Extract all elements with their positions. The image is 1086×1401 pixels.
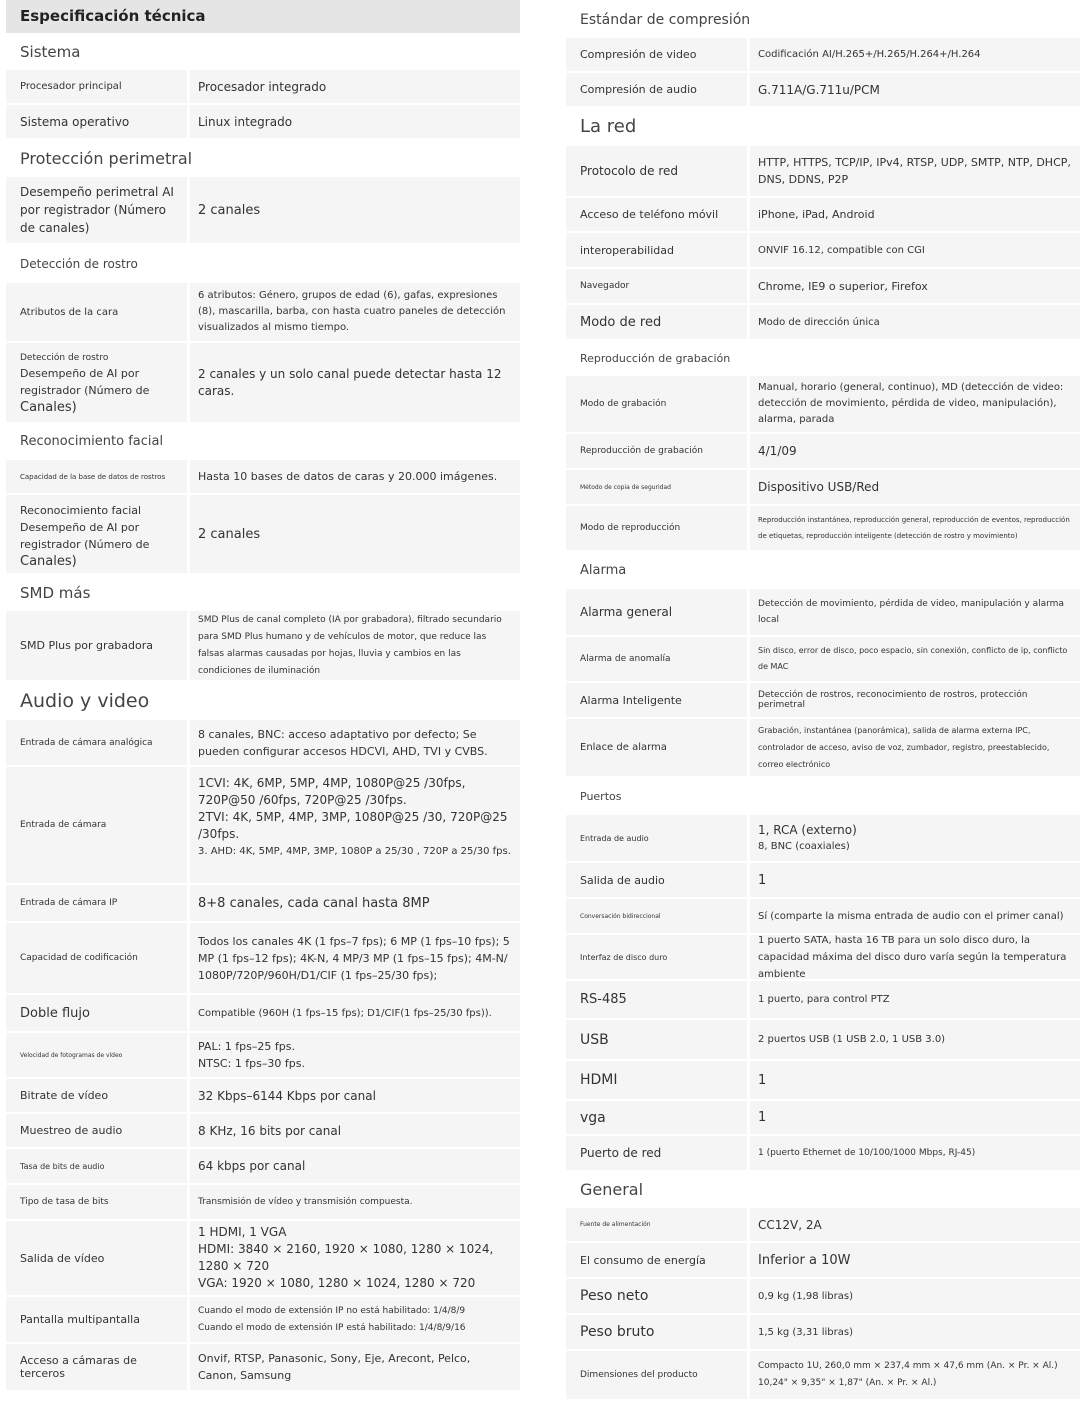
spec-label: Modo de grabación xyxy=(566,376,747,432)
spec-label: Alarma Inteligente xyxy=(566,683,747,717)
spec-row-atributos-cara xyxy=(6,283,520,341)
spec-label xyxy=(6,495,187,573)
spec-row-peso-bruto xyxy=(566,1315,1080,1349)
spec-value: 8+8 canales, cada canal hasta 8MP xyxy=(190,885,520,921)
spec-label: Velocidad de fotogramas de vídeo xyxy=(6,1033,187,1077)
spec-label-main: Desempeño de AI por registrador (Número de xyxy=(20,367,150,397)
spec-label: Modo de red xyxy=(566,305,747,339)
section-title-audio-video: Audio y video xyxy=(20,690,150,712)
section-title-alarma: Alarma xyxy=(580,563,627,578)
spec-value: 64 kbps por canal xyxy=(190,1149,520,1183)
spec-label: Reproducción de grabación xyxy=(566,434,747,468)
spec-label: Acceso de teléfono móvil xyxy=(566,198,747,231)
spec-label: Compresión de video xyxy=(566,38,747,71)
spec-row-desempeno-perimetral xyxy=(6,177,520,243)
section-title-sistema: Sistema xyxy=(20,43,81,61)
spec-value: 2 canales xyxy=(190,495,520,573)
spec-row-velocidad-fotogramas xyxy=(6,1033,520,1077)
spec-value-small: 8, BNC (coaxiales) xyxy=(758,841,850,852)
spec-value: Hasta 10 bases de datos de caras y 20.000 imágenes. xyxy=(190,460,520,493)
spec-row-procesador xyxy=(6,70,520,103)
section-title-compresion: Estándar de compresión xyxy=(580,12,751,28)
spec-row-usb xyxy=(566,1020,1080,1059)
spec-row-modo-reproduccion xyxy=(566,506,1080,550)
section-title-reproduccion: Reproducción de grabación xyxy=(580,352,731,365)
spec-label: interoperabilidad xyxy=(566,233,747,267)
spec-value: Procesador integrado xyxy=(190,70,520,103)
spec-row-protocolo-red xyxy=(566,146,1080,196)
spec-value: 2 canales y un solo canal puede detectar hasta 12 caras. xyxy=(190,343,520,422)
spec-label-tail: Canales) xyxy=(20,554,77,569)
spec-label: Pantalla multipantalla xyxy=(6,1297,187,1342)
spec-value: Cuando el modo de extensión IP no está habilitado: 1/4/8/9 Cuando el modo de extensión IP está habilitado: 1/4/8/9/16 xyxy=(190,1297,520,1342)
spec-row-alarma-anomalia xyxy=(566,637,1080,681)
spec-value: Compacto 1U, 260,0 mm × 237,4 mm × 47,6 mm (An. × Pr. × Al.) 10,24" × 9,35" × 1,87" (An. × Pr. × Al.) xyxy=(750,1351,1080,1399)
spec-value: Chrome, IE9 o superior, Firefox xyxy=(750,269,1080,303)
spec-row-alarma-general xyxy=(566,589,1080,635)
spec-value-main: 1, RCA (externo) xyxy=(758,823,857,837)
spec-value: Manual, horario (general, continuo), MD (detección de video: detección de movimiento, pérdida de video, manipulación), alarma, parada xyxy=(750,376,1080,432)
spec-row-tasa-audio xyxy=(6,1149,520,1183)
spec-value: 0,9 kg (1,98 libras) xyxy=(750,1279,1080,1313)
spec-row-consumo-energia xyxy=(566,1243,1080,1277)
spec-row-rs485 xyxy=(566,981,1080,1018)
spec-label: Doble flujo xyxy=(6,995,187,1031)
spec-row-doble-flujo xyxy=(6,995,520,1031)
spec-value: PAL: 1 fps–25 fps. NTSC: 1 fps–30 fps. xyxy=(190,1033,520,1077)
spec-value: 2 puertos USB (1 USB 2.0, 1 USB 3.0) xyxy=(750,1020,1080,1059)
spec-value xyxy=(750,815,1080,861)
section-title-general: General xyxy=(580,1180,644,1199)
spec-row-fuente-alimentacion xyxy=(566,1208,1080,1241)
spec-label: Alarma de anomalía xyxy=(566,637,747,681)
spec-value: 1 xyxy=(750,863,1080,897)
spec-label: Muestreo de audio xyxy=(6,1114,187,1147)
spec-value: 8 canales, BNC: acceso adaptativo por defecto; Se pueden configurar accesos HDCVI, AHD, TVI y CVBS. xyxy=(190,720,520,765)
spec-row-conversacion xyxy=(566,899,1080,933)
spec-value: 1 (puerto Ethernet de 10/100/1000 Mbps, RJ-45) xyxy=(750,1136,1080,1170)
spec-value: Reproducción instantánea, reproducción general, reproducción de eventos, reproducción de etiquetas, reproducción inteligente (detección de rostro y movimiento) xyxy=(750,506,1080,550)
spec-value-small: 3. AHD: 4K, 5MP, 4MP, 3MP, 1080P a 25/30 , 720P a 25/30 fps. xyxy=(198,846,511,857)
spec-row-capacidad-base xyxy=(6,460,520,493)
spec-row-compresion-audio xyxy=(566,73,1080,106)
spec-label: Fuente de alimentación xyxy=(566,1208,747,1241)
spec-row-camara-ip xyxy=(6,885,520,921)
spec-row-multipantalla xyxy=(6,1297,520,1342)
spec-label: Modo de reproducción xyxy=(566,506,747,550)
spec-value: Compatible (960H (1 fps–15 fps); D1/CIF(1 fps–25/30 fps)). xyxy=(190,995,520,1031)
spec-row-hdmi xyxy=(566,1061,1080,1099)
spec-label: Procesador principal xyxy=(6,70,187,103)
spec-value: 1 puerto SATA, hasta 16 TB para un solo disco duro, la capacidad máxima del disco duro varía según la temperatura ambiente xyxy=(750,935,1080,979)
spec-row-navegador xyxy=(566,269,1080,303)
spec-value: Inferior a 10W xyxy=(750,1243,1080,1277)
spec-row-puerto-red xyxy=(566,1136,1080,1170)
spec-label: Desempeño perimetral AI por registrador (Número de canales) xyxy=(6,177,187,243)
spec-label: Alarma general xyxy=(566,589,747,635)
spec-label: Entrada de cámara IP xyxy=(6,885,187,921)
spec-value-main: 1CVI: 4K, 6MP, 5MP, 4MP, 1080P@25 /30fps, 720P@50 /60fps, 720P@25 /30fps. 2TVI: 4K, 5MP, 4MP, 3MP, 1080P@25 /30, 720P@25 /30fps. xyxy=(198,776,508,841)
spec-value: 1 puerto, para control PTZ xyxy=(750,981,1080,1018)
spec-value: HTTP, HTTPS, TCP/IP, IPv4, RTSP, UDP, SMTP, NTP, DHCP, DNS, DDNS, P2P xyxy=(750,146,1080,196)
section-title-puertos: Puertos xyxy=(580,790,622,803)
spec-value: 1 xyxy=(750,1101,1080,1134)
spec-label: Tipo de tasa de bits xyxy=(6,1185,187,1219)
spec-value: 6 atributos: Género, grupos de edad (6), gafas, expresiones (8), mascarilla, barba, con hasta cuatro paneles de detección visualizados al mismo tiempo. xyxy=(190,283,520,341)
section-title-reconocimiento-facial: Reconocimiento facial xyxy=(20,434,164,449)
spec-label: USB xyxy=(566,1020,747,1059)
spec-row-camaras-terceros xyxy=(6,1344,520,1390)
spec-value: Sí (comparte la misma entrada de audio con el primer canal) xyxy=(750,899,1080,933)
spec-value: SMD Plus de canal completo (IA por grabadora), filtrado secundario para SMD Plus humano y de vehículos de motor, que reduce las falsas alarmas causadas por hojas, lluvia y cambios en las condiciones de iluminación xyxy=(190,611,520,680)
spec-label: Protocolo de red xyxy=(566,146,747,196)
spec-row-disco-duro xyxy=(566,935,1080,979)
spec-value: ONVIF 16.12, compatible con CGI xyxy=(750,233,1080,267)
section-title-deteccion-rostro: Detección de rostro xyxy=(20,257,138,271)
spec-label: Entrada de audio xyxy=(566,815,747,861)
spec-row-peso-neto xyxy=(566,1279,1080,1313)
spec-value: CC12V, 2A xyxy=(750,1208,1080,1241)
spec-row-vga xyxy=(566,1101,1080,1134)
spec-row-desempeno-facial xyxy=(6,495,520,573)
spec-label-small: Detección de rostro xyxy=(20,353,109,363)
spec-value: Modo de dirección única xyxy=(750,305,1080,339)
spec-row-smd-plus xyxy=(6,611,520,680)
spec-value: 4/1/09 xyxy=(750,434,1080,468)
spec-value: 2 canales xyxy=(190,177,520,243)
spec-label: Método de copia de seguridad xyxy=(566,470,747,504)
spec-row-reproduccion-grabacion xyxy=(566,434,1080,468)
spec-value: Detección de movimiento, pérdida de video, manipulación y alarma local xyxy=(750,589,1080,635)
spec-value: Linux integrado xyxy=(190,105,520,138)
spec-value: 8 KHz, 16 bits por canal xyxy=(190,1114,520,1147)
spec-label: Enlace de alarma xyxy=(566,719,747,776)
spec-value xyxy=(190,767,520,883)
spec-label: Capacidad de codificación xyxy=(6,923,187,993)
spec-value: Dispositivo USB/Red xyxy=(750,470,1080,504)
right-spec-column xyxy=(566,0,1080,1401)
spec-label: Capacidad de la base de datos de rostros xyxy=(6,460,187,493)
spec-label: Conversación bidireccional xyxy=(566,899,747,933)
spec-row-alarma-inteligente xyxy=(566,683,1080,717)
spec-label: SMD Plus por grabadora xyxy=(6,611,187,680)
spec-value: Transmisión de vídeo y transmisión compuesta. xyxy=(190,1185,520,1219)
spec-value: Grabación, instantánea (panorámica), salida de alarma externa IPC, controlador de acceso, aviso de voz, zumbador, registro, preestablecido, correo electrónico xyxy=(750,719,1080,776)
spec-label: Puerto de red xyxy=(566,1136,747,1170)
section-title-smd: SMD más xyxy=(20,584,91,602)
spec-row-camara-analogica xyxy=(6,720,520,765)
spec-label: Compresión de audio xyxy=(566,73,747,106)
spec-row-bitrate-video xyxy=(6,1079,520,1112)
spec-label: RS-485 xyxy=(566,981,747,1018)
spec-label: Salida de audio xyxy=(566,863,747,897)
spec-label: Acceso a cámaras de terceros xyxy=(6,1344,187,1390)
spec-label: Dimensiones del producto xyxy=(566,1351,747,1399)
spec-row-muestreo-audio xyxy=(6,1114,520,1147)
spec-label: Atributos de la cara xyxy=(6,283,187,341)
spec-row-desempeno-rostro xyxy=(6,343,520,422)
spec-row-enlace-alarma xyxy=(566,719,1080,776)
spec-value: Onvif, RTSP, Panasonic, Sony, Eje, Arecont, Pelco, Canon, Samsung xyxy=(190,1344,520,1390)
spec-label: Tasa de bits de audio xyxy=(6,1149,187,1183)
spec-label: Peso neto xyxy=(566,1279,747,1313)
spec-row-tipo-tasa xyxy=(6,1185,520,1219)
spec-label: Interfaz de disco duro xyxy=(566,935,747,979)
spec-value: 1 HDMI, 1 VGA HDMI: 3840 × 2160, 1920 × 1080, 1280 × 1024, 1280 × 720 VGA: 1920 × 1080, 1280 × 1024, 1280 × 720 xyxy=(190,1221,520,1295)
spec-label xyxy=(6,343,187,422)
spec-row-acceso-movil xyxy=(566,198,1080,231)
spec-row-codificacion xyxy=(6,923,520,993)
spec-value: Todos los canales 4K (1 fps–7 fps); 6 MP (1 fps–10 fps); 5 MP (1 fps–12 fps); 4K-N, 4 MP/3 MP (1 fps–15 fps); 4M-N/ 1080P/720P/960H/D1/CIF (1 fps–25/30 fps); xyxy=(190,923,520,993)
spec-label: El consumo de energía xyxy=(566,1243,747,1277)
spec-label: Entrada de cámara analógica xyxy=(6,720,187,765)
spec-row-modo-red xyxy=(566,305,1080,339)
spec-value: Codificación AI/H.265+/H.265/H.264+/H.264 xyxy=(750,38,1080,71)
spec-value: Detección de rostros, reconocimiento de rostros, protección perimetral xyxy=(750,683,1080,717)
spec-row-entrada-camara xyxy=(6,767,520,883)
spec-value: iPhone, iPad, Android xyxy=(750,198,1080,231)
spec-row-modo-grabacion xyxy=(566,376,1080,432)
spec-value: 1 xyxy=(750,1061,1080,1099)
spec-value: Sin disco, error de disco, poco espacio, sin conexión, conflicto de ip, conflicto de MAC xyxy=(750,637,1080,681)
spec-label-main: Reconocimiento facial Desempeño de AI por registrador (Número de xyxy=(20,504,150,551)
spec-value: G.711A/G.711u/PCM xyxy=(750,73,1080,106)
spec-label-tail: Canales) xyxy=(20,400,77,415)
section-title-red: La red xyxy=(580,116,637,137)
spec-label: Salida de vídeo xyxy=(6,1221,187,1295)
spec-row-salida-audio xyxy=(566,863,1080,897)
section-title-proteccion-perimetral: Protección perimetral xyxy=(20,149,193,168)
left-spec-column xyxy=(6,0,520,1392)
spec-row-interoperabilidad xyxy=(566,233,1080,267)
spec-value: 32 Kbps–6144 Kbps por canal xyxy=(190,1079,520,1112)
spec-label: Bitrate de vídeo xyxy=(6,1079,187,1112)
spec-row-copia-seguridad xyxy=(566,470,1080,504)
spec-row-compresion-video xyxy=(566,38,1080,71)
spec-label: Sistema operativo xyxy=(6,105,187,138)
spec-label: HDMI xyxy=(566,1061,747,1099)
spec-value: 1,5 kg (3,31 libras) xyxy=(750,1315,1080,1349)
page-title: Especificación técnica xyxy=(6,0,520,33)
spec-row-sistema-operativo xyxy=(6,105,520,138)
spec-label: Navegador xyxy=(566,269,747,303)
spec-label: Entrada de cámara xyxy=(6,767,187,883)
spec-row-entrada-audio xyxy=(566,815,1080,861)
spec-row-dimensiones xyxy=(566,1351,1080,1399)
spec-label: Peso bruto xyxy=(566,1315,747,1349)
spec-row-salida-video xyxy=(6,1221,520,1295)
spec-label: vga xyxy=(566,1101,747,1134)
